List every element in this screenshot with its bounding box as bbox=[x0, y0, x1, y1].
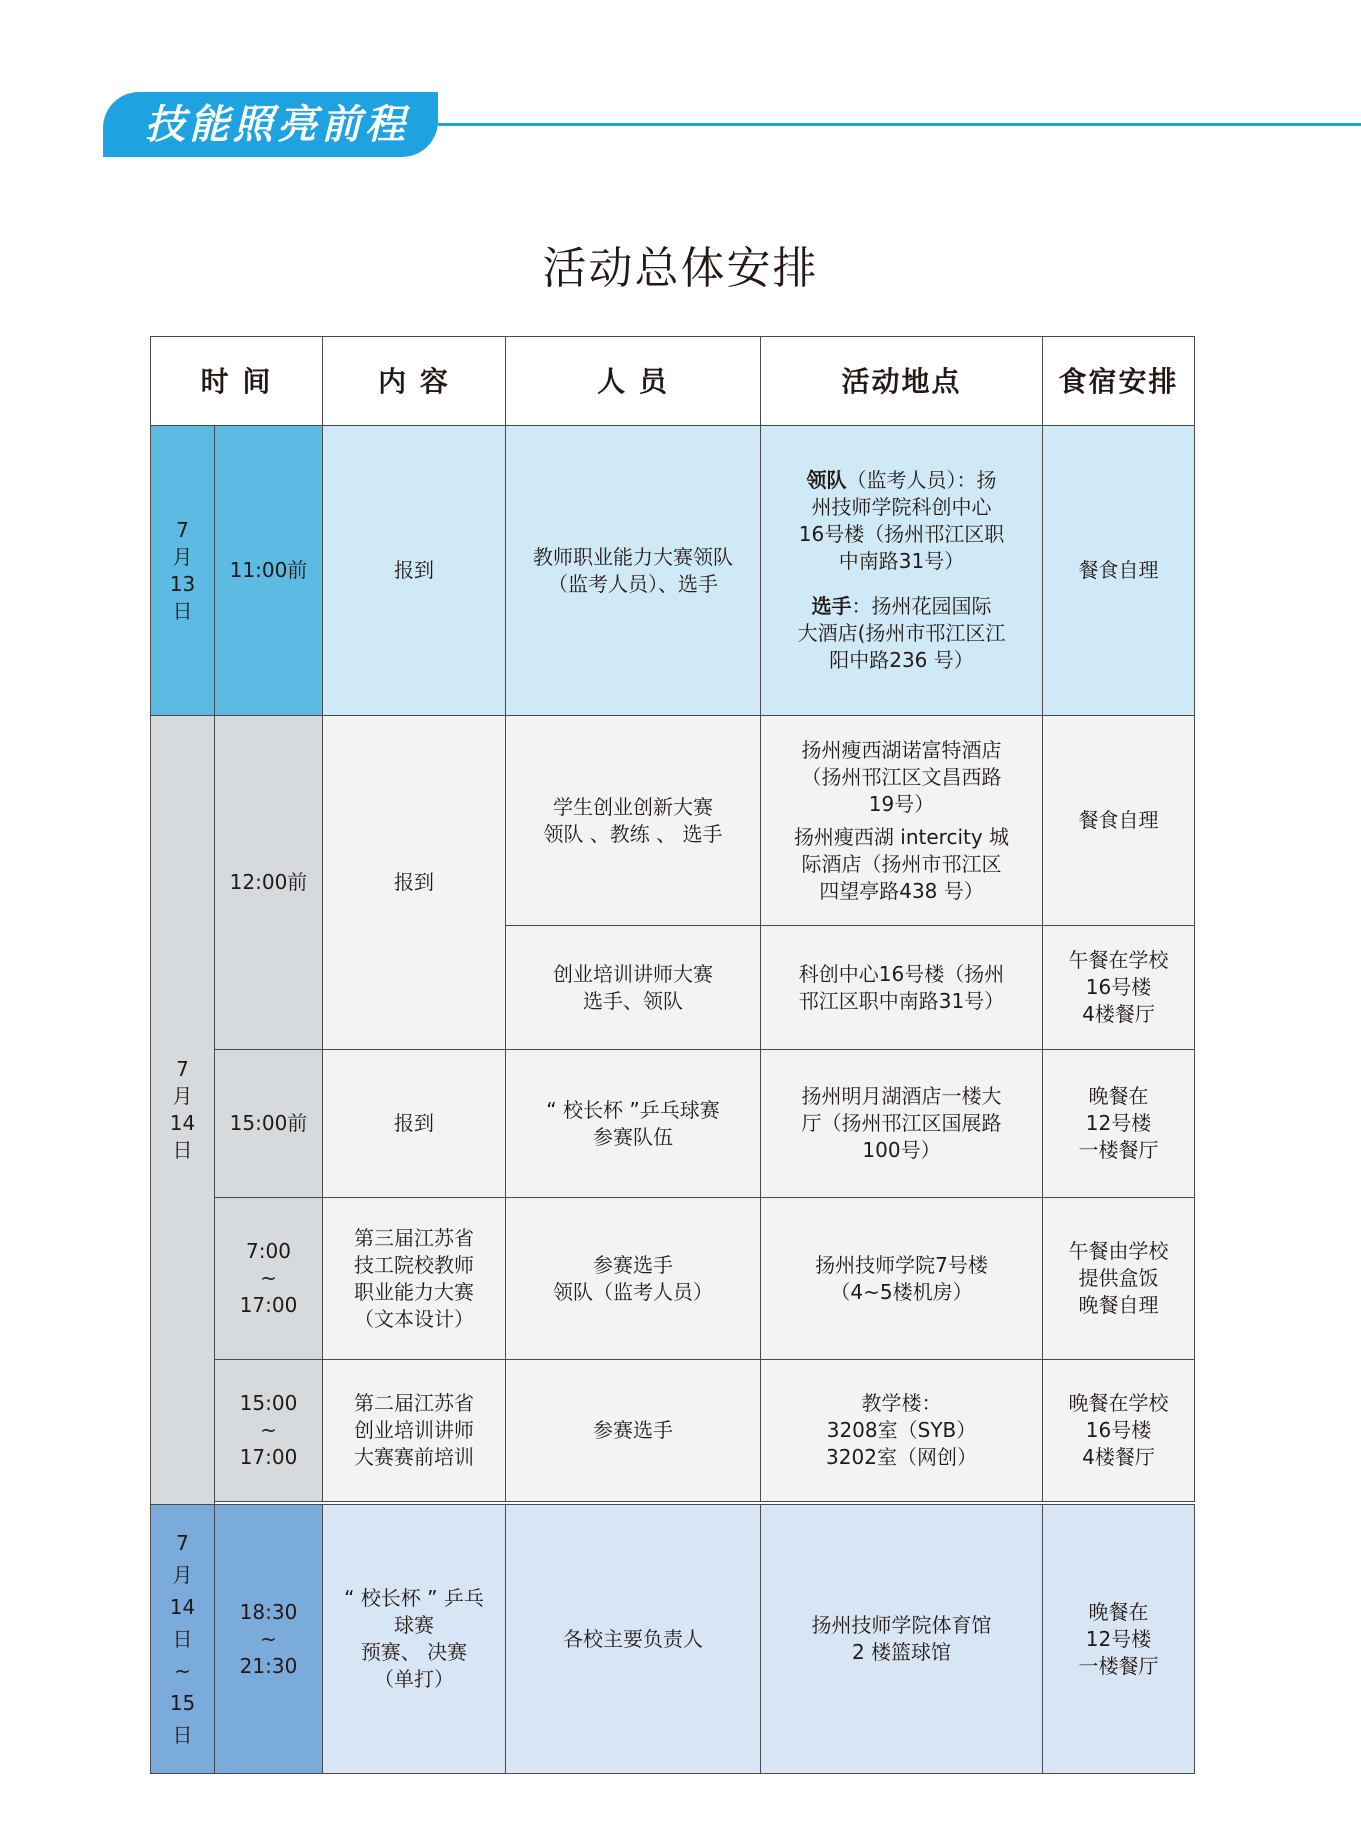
people-cell: 创业培训讲师大赛 选手、领队 bbox=[506, 926, 761, 1050]
content-cell: 报到 bbox=[323, 1050, 506, 1198]
time-cell: 18:30 ~ 21:30 bbox=[215, 1505, 323, 1774]
content-cell: 第二届江苏省 创业培训讲师 大赛赛前培训 bbox=[323, 1360, 506, 1502]
people-cell: “ 校长杯 ”乒乓球赛 参赛队伍 bbox=[506, 1050, 761, 1198]
people-cell: 参赛选手 领队（监考人员） bbox=[506, 1198, 761, 1360]
banner-divider-line bbox=[438, 123, 1361, 126]
date-cell-0714: 7 月 14 日 bbox=[151, 716, 215, 1505]
location-cell: 扬州技师学院体育馆 2 楼篮球馆 bbox=[761, 1505, 1043, 1774]
header-people: 人 员 bbox=[506, 337, 761, 426]
meals-cell: 午餐由学校 提供盒饭 晚餐自理 bbox=[1043, 1198, 1195, 1360]
location-cell: 扬州瘦西湖诺富特酒店 （扬州邗江区文昌西路 19号） 扬州瘦西湖 intercity 城 际酒店（扬州市邗江区 四望亭路438 号） bbox=[761, 716, 1043, 926]
section-banner-text: 技能照亮前程 bbox=[145, 101, 409, 148]
header-meals: 食宿安排 bbox=[1043, 337, 1195, 426]
people-cell: 各校主要负责人 bbox=[506, 1505, 761, 1774]
time-cell: 11:00前 bbox=[215, 426, 323, 716]
meals-cell: 晚餐在 12号楼 一楼餐厅 bbox=[1043, 1505, 1195, 1774]
header-location: 活动地点 bbox=[761, 337, 1043, 426]
date-cell-0713: 7 月 13 日 bbox=[151, 426, 215, 716]
location-cell: 扬州明月湖酒店一楼大 厅（扬州邗江区国展路 100号） bbox=[761, 1050, 1043, 1198]
location-cell: 领队（监考人员）：扬 州技师学院科创中心 16号楼（扬州邗江区职 中南路31号） 选手：扬州花园国际 大酒店(扬州市邗江区江 阳中路236 号） bbox=[761, 426, 1043, 716]
table-row bbox=[151, 1198, 1195, 1360]
content-cell: 报到 bbox=[323, 426, 506, 716]
time-cell: 15:00前 bbox=[215, 1050, 323, 1198]
date-cell-0714-0715: 7 月 14 日 ~ 15 日 bbox=[151, 1505, 215, 1774]
location-cell: 教学楼： 3208室（SYB） 3202室（网创） bbox=[761, 1360, 1043, 1502]
table-header-row bbox=[151, 337, 1195, 426]
location-cell: 科创中心16号楼（扬州 邗江区职中南路31号） bbox=[761, 926, 1043, 1050]
table-row bbox=[151, 1360, 1195, 1502]
content-cell: 第三届江苏省 技工院校教师 职业能力大赛 （文本设计） bbox=[323, 1198, 506, 1360]
content-cell: 报到 bbox=[323, 716, 506, 1050]
page-title: 活动总体安排 bbox=[542, 243, 819, 294]
people-cell: 教师职业能力大赛领队 （监考人员）、选手 bbox=[506, 426, 761, 716]
header-content: 内 容 bbox=[323, 337, 506, 426]
meals-cell: 餐食自理 bbox=[1043, 426, 1195, 716]
people-cell: 参赛选手 bbox=[506, 1360, 761, 1502]
meals-cell: 晚餐在 12号楼 一楼餐厅 bbox=[1043, 1050, 1195, 1198]
schedule-table bbox=[150, 336, 1195, 1774]
location-cell: 扬州技师学院7号楼 （4~5楼机房） bbox=[761, 1198, 1043, 1360]
time-cell: 12:00前 bbox=[215, 716, 323, 1050]
time-cell: 7:00 ~ 17:00 bbox=[215, 1198, 323, 1360]
table-row bbox=[151, 716, 1195, 926]
time-cell: 15:00 ~ 17:00 bbox=[215, 1360, 323, 1502]
meals-cell: 午餐在学校 16号楼 4楼餐厅 bbox=[1043, 926, 1195, 1050]
people-cell: 学生创业创新大赛 领队 、教练 、 选手 bbox=[506, 716, 761, 926]
header-time: 时 间 bbox=[151, 337, 323, 426]
table-row bbox=[151, 426, 1195, 716]
content-cell: “ 校长杯 ” 乒乓 球赛 预赛、 决赛 （单打） bbox=[323, 1505, 506, 1774]
meals-cell: 餐食自理 bbox=[1043, 716, 1195, 926]
meals-cell: 晚餐在学校 16号楼 4楼餐厅 bbox=[1043, 1360, 1195, 1502]
table-row bbox=[151, 1505, 1195, 1774]
table-row bbox=[151, 1050, 1195, 1198]
